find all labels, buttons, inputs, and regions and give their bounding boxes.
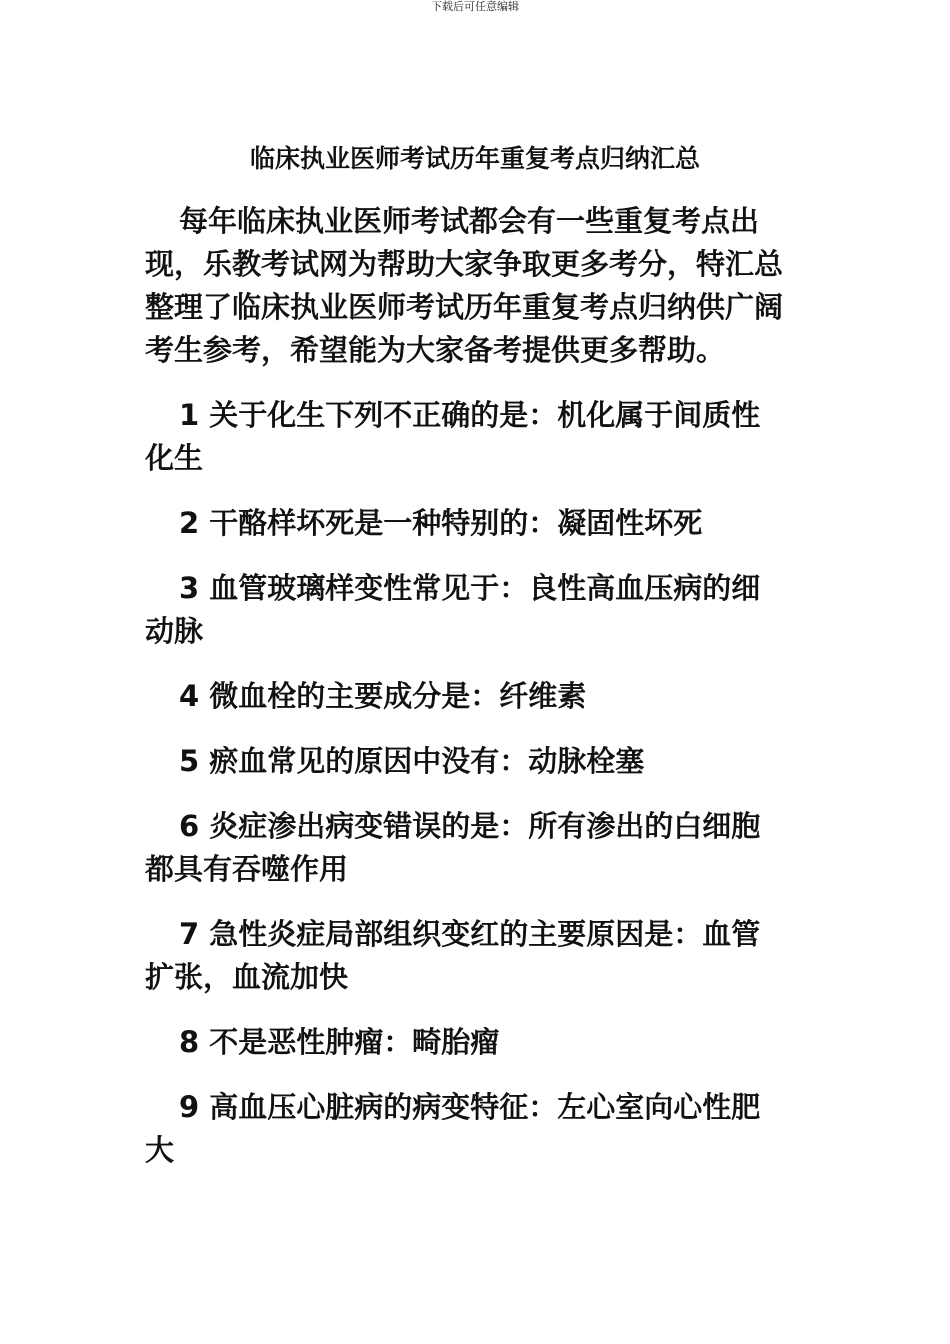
question-item-6: 6 炎症渗出病变错误的是：所有渗出的白细胞都具有吞噬作用 xyxy=(145,809,761,886)
question-item-4: 4 微血栓的主要成分是：纤维素 xyxy=(179,679,587,713)
question-item-2: 2 干酪样坏死是一种特别的：凝固性坏死 xyxy=(179,506,703,540)
header-note: 下载后可任意编辑 xyxy=(431,0,519,13)
intro-paragraph: 每年临床执业医师考试都会有一些重复考点出现，乐教考试网为帮助大家争取更多考分，特汇总整理了临床执业医师考试历年重复考点归纳供广阔考生参考，希望能为大家备考提供更多帮助。 xyxy=(145,204,784,367)
question-item-9: 9 高血压心脏病的病变特征：左心室向心性肥大 xyxy=(145,1090,761,1167)
question-item-8: 8 不是恶性肿瘤：畸胎瘤 xyxy=(179,1025,500,1059)
question-item-3: 3 血管玻璃样变性常见于：良性高血压病的细动脉 xyxy=(145,571,761,648)
question-item-1: 1 关于化生下列不正确的是：机化属于间质性化生 xyxy=(145,398,761,475)
question-item-7: 7 急性炎症局部组织变红的主要原因是：血管扩张，血流加快 xyxy=(145,917,761,994)
document-title: 临床执业医师考试历年重复考点归纳汇总 xyxy=(249,144,700,173)
document-body xyxy=(145,200,785,1194)
question-item-5: 5 瘀血常见的原因中没有：动脉栓塞 xyxy=(179,744,645,778)
